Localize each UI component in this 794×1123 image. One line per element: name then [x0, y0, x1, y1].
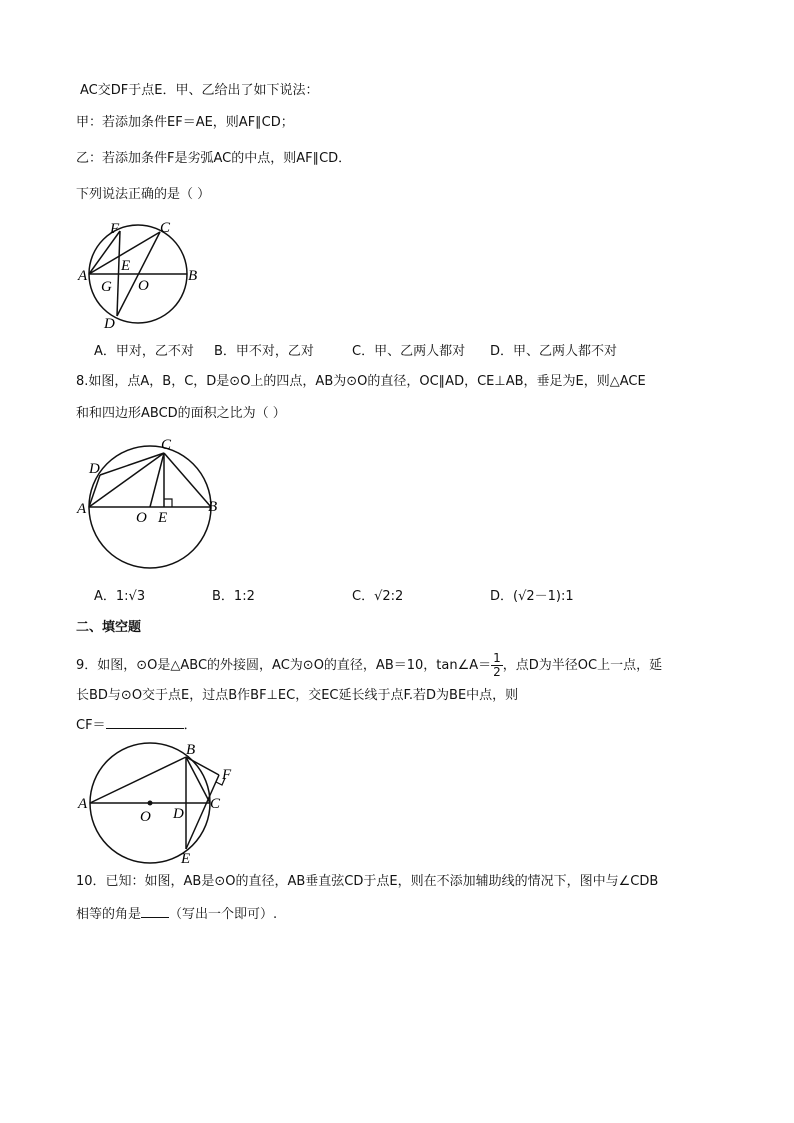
q7-label-a: A	[78, 268, 88, 284]
q10-answer-blank[interactable]	[141, 917, 169, 918]
q7-label-d: D	[104, 316, 115, 332]
q7-label-o: O	[138, 278, 149, 294]
q10-line1: 10．已知：如图，AB是⊙O的直径，AB垂直弦CD于点E，则在不添加辅助线的情况下，图中与∠CDB	[76, 874, 659, 889]
q9-label-e: E	[181, 851, 191, 867]
q10-line2-end: （写出一个即可）.	[169, 907, 278, 922]
section-title: 二、填空题	[76, 620, 142, 635]
q8-option-b: B．1:2	[212, 589, 255, 604]
q7-option-a: A．甲对，乙不对	[94, 344, 194, 359]
q8-option-c: C．√2:2	[352, 589, 404, 604]
q9-label-f: F	[222, 767, 232, 783]
q9-line2: 长BD与⊙O交于点E，过点B作BF⊥EC，交EC延长线于点F.若D为BE中点，则	[76, 688, 519, 703]
q7-option-b: B．甲不对，乙对	[214, 344, 314, 359]
q10-line2-start: 相等的角是	[76, 907, 142, 922]
q8-label-d: D	[89, 461, 100, 477]
q8-label-o: O	[136, 510, 147, 526]
q9-frac-den: 2	[493, 665, 501, 679]
q7-label-g: G	[101, 279, 112, 295]
q8-label-b: B	[208, 499, 218, 515]
q7-line4: 下列说法正确的是（ ）	[76, 187, 211, 202]
q9-frac-num: 1	[493, 651, 501, 665]
q9-cf-label: CF＝	[76, 718, 106, 733]
q7-line1: AC交DF于点E．甲、乙给出了如下说法：	[80, 83, 319, 98]
q9-label-a: A	[78, 796, 88, 812]
q9-line-ef	[186, 775, 219, 849]
q9-center-dot	[148, 801, 153, 806]
q7-option-d: D．甲、乙两人都不对	[490, 344, 618, 359]
q9-label-c: C	[210, 796, 221, 812]
q9-label-b: B	[186, 742, 196, 758]
q8-label-a: A	[77, 501, 87, 517]
q9-line1-end: ，点D为半径OC上一点，延	[502, 658, 663, 673]
q8-option-d: D．(√2－1):1	[490, 589, 574, 604]
q9-line1-start: 9．如图，⊙O是△ABC的外接圆，AC为⊙O的直径，AB＝10，tan∠A＝	[76, 658, 492, 673]
q8-option-a: A．1:√3	[94, 589, 146, 604]
q7-option-c: C．甲、乙两人都对	[352, 344, 466, 359]
q8-label-e: E	[158, 510, 168, 526]
q7-label-f: F	[110, 221, 120, 237]
q8-label-c: C	[161, 437, 172, 453]
q7-label-e: E	[121, 258, 131, 274]
q7-line3: 乙：若添加条件F是劣弧AC的中点，则AF∥CD．	[76, 151, 352, 166]
q9-label-d: D	[173, 806, 184, 822]
q7-line2: 甲：若添加条件EF＝AE，则AF∥CD；	[76, 115, 294, 130]
q8-line2: 和和四边形ABCD的面积之比为（ ）	[76, 406, 286, 421]
q9-line3-end: ．	[183, 718, 197, 733]
q10-line2	[76, 906, 277, 924]
q8-line1: 8.如图，点A，B，C，D是⊙O上的四点，AB为⊙O的直径，OC∥AD，CE⊥AB，垂足为E，则△ACE	[76, 374, 646, 389]
q9-label-o: O	[140, 809, 151, 825]
q7-label-b: B	[188, 268, 198, 284]
q7-label-c: C	[160, 220, 171, 236]
